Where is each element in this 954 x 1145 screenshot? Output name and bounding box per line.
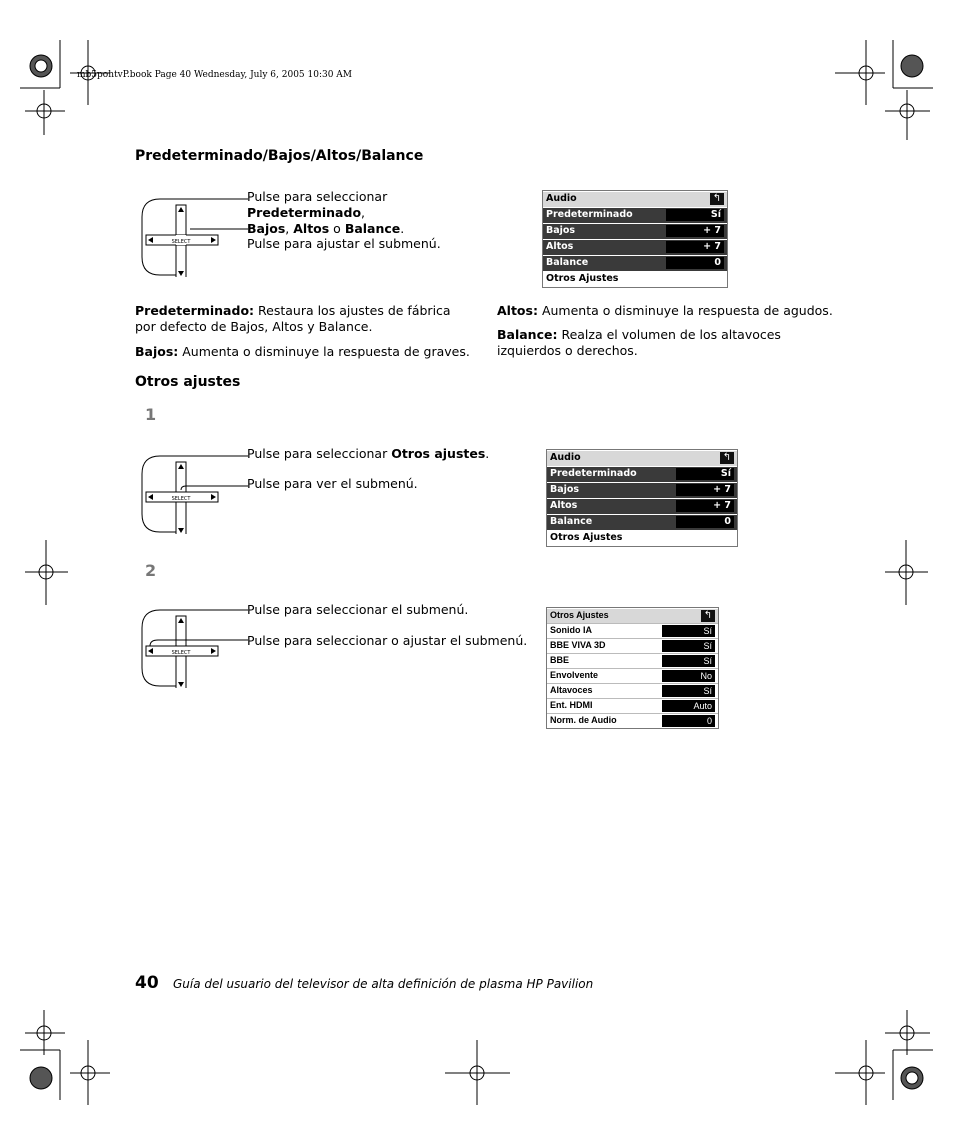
section-title: Otros ajustes xyxy=(135,374,241,390)
menu-row: Altos + 7 xyxy=(543,239,727,255)
menu-row: Sonido IA Sí xyxy=(547,623,718,638)
menu-row-selected: Otros Ajustes xyxy=(543,271,727,287)
menu-row: Balance 0 xyxy=(543,255,727,271)
instruction-adjust: Pulse para ajustar el submenú. xyxy=(247,236,441,251)
menu-title-row: Audio ↰ xyxy=(547,450,737,466)
menu-title-row: Otros Ajustes ↰ xyxy=(547,608,718,623)
footer-title: Guía del usuario del televisor de alta definición de plasma HP Pavilion xyxy=(173,977,594,991)
back-icon: ↰ xyxy=(720,452,734,464)
audio-menu-2 xyxy=(546,449,738,547)
remote-dpad-diagram xyxy=(138,608,250,688)
back-icon: ↰ xyxy=(710,193,724,205)
menu-row: Predeterminado Sí xyxy=(547,466,737,482)
back-icon: ↰ xyxy=(701,610,715,622)
step-number: 2 xyxy=(145,561,157,580)
section-title: Predeterminado/Bajos/Altos/Balance xyxy=(135,148,424,164)
header-file-info: mb5pohtvP.book Page 40 Wednesday, July 6, 2005 10:30 AM xyxy=(77,70,353,80)
menu-row: Balance 0 xyxy=(547,514,737,530)
menu-row: Bajos + 7 xyxy=(547,482,737,498)
menu-title-row: Audio ↰ xyxy=(543,191,727,207)
desc-predeterminado: Predeterminado: Restaura los ajustes de fábrica por defecto de Bajos, Altos y Balance. xyxy=(135,303,451,334)
instruction-adjust-submenu: Pulse para seleccionar o ajustar el submenú. xyxy=(247,633,528,648)
step-number: 1 xyxy=(145,405,157,424)
desc-altos: Altos: Aumenta o disminuye la respuesta de agudos. xyxy=(497,303,833,318)
remote-dpad-diagram xyxy=(138,197,250,277)
remote-dpad-diagram xyxy=(138,454,250,534)
menu-row: Predeterminado Sí xyxy=(543,207,727,223)
menu-row: Envolvente No xyxy=(547,668,718,683)
menu-row: Bajos + 7 xyxy=(543,223,727,239)
audio-menu-1 xyxy=(542,190,728,288)
instruction-view-submenu: Pulse para ver el submenú. xyxy=(247,476,418,491)
menu-row: Ent. HDMI Auto xyxy=(547,698,718,713)
page-number: 40 xyxy=(135,973,159,993)
instruction-select: Pulse para seleccionar Predeterminado, Bajos, Altos o Balance. xyxy=(247,189,405,236)
menu-row: BBE Sí xyxy=(547,653,718,668)
instruction-select-otros: Pulse para seleccionar Otros ajustes. xyxy=(247,446,490,461)
desc-bajos: Bajos: Aumenta o disminuye la respuesta de graves. xyxy=(135,344,470,359)
menu-row: Norm. de Audio 0 xyxy=(547,713,718,728)
menu-row: Altos + 7 xyxy=(547,498,737,514)
otros-ajustes-menu xyxy=(546,607,719,729)
menu-row-selected: Otros Ajustes xyxy=(547,530,737,546)
select-button-label: SELECT xyxy=(171,496,191,502)
instruction-select-submenu: Pulse para seleccionar el submenú. xyxy=(247,602,469,617)
menu-row: BBE VIVA 3D Sí xyxy=(547,638,718,653)
menu-row: Altavoces Sí xyxy=(547,683,718,698)
select-button-label: SELECT xyxy=(171,650,191,656)
desc-balance: Balance: Realza el volumen de los altavoces izquierdos o derechos. xyxy=(497,327,781,358)
select-button-label: SELECT xyxy=(171,239,191,245)
